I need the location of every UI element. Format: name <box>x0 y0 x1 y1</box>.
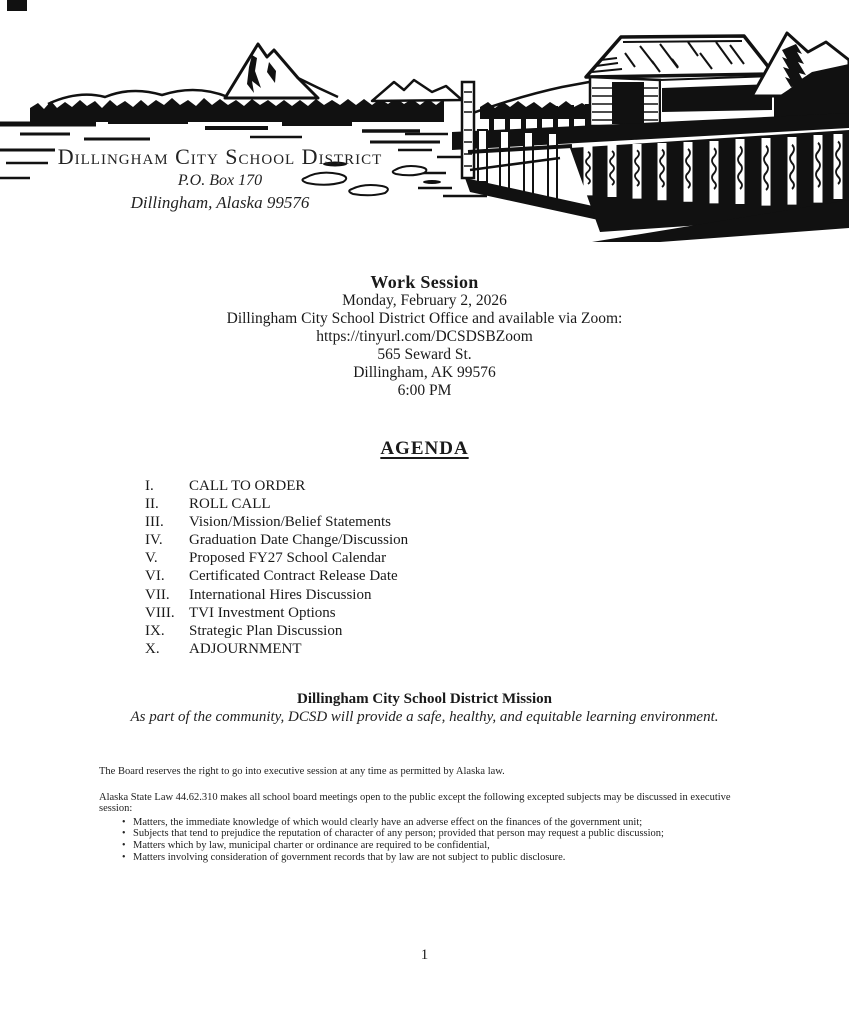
agenda-item-numeral: VII. <box>145 586 170 603</box>
agenda-item-label: Certificated Contract Release Date <box>189 568 398 585</box>
agenda-item-label: Vision/Mission/Belief Statements <box>189 514 392 531</box>
letterhead <box>0 0 849 242</box>
zoom-link[interactable]: https://tinyurl.com/DCSDSBZoom <box>316 328 533 345</box>
agenda-item <box>145 513 408 531</box>
agenda-item-label: Strategic Plan Discussion <box>189 622 343 639</box>
law-intro: Alaska State Law 44.62.310 makes all school board meetings open to the public except the following excepted subjects may be discussed in executive session: <box>99 791 731 814</box>
meeting-city-state: Dillingham, AK 99576 <box>353 364 496 381</box>
agenda-item-numeral: IX. <box>145 622 165 639</box>
agenda-item <box>145 531 408 549</box>
agenda-item <box>145 586 408 604</box>
bullet-icon: • <box>122 828 126 840</box>
agenda-item-numeral: VI. <box>145 568 165 585</box>
legal-bullet-text: Matters, the immediate knowledge of which would clearly have an adverse effect on the finances of the government unit; <box>133 816 643 828</box>
legal-bullet-text: Matters involving consideration of government records that by law are not subject to public disclosure. <box>133 851 566 863</box>
meeting-title: Work Session <box>370 272 479 292</box>
agenda-item <box>145 477 408 495</box>
agenda-item <box>145 567 408 585</box>
mission-statement: As part of the community, DCSD will provide a safe, healthy, and equitable learning environment. <box>130 709 719 725</box>
agenda-item-numeral: IV. <box>145 532 163 549</box>
mission-block <box>0 690 849 726</box>
agenda-item <box>145 495 408 513</box>
legal-bullet-item <box>99 828 744 840</box>
page-number: 1 <box>420 947 429 963</box>
mission-heading: Dillingham City School District Mission <box>296 691 552 707</box>
legal-notes <box>99 766 744 864</box>
agenda-item <box>145 604 408 622</box>
executive-session-note: The Board reserves the right to go into executive session at any time as permitted by Alaska law. <box>99 766 505 777</box>
legal-bullet-item <box>99 817 744 829</box>
legal-bullet-item <box>99 852 744 864</box>
agenda-item-numeral: VIII. <box>145 604 175 621</box>
agenda-item <box>145 640 408 658</box>
legal-bullet-list <box>99 817 744 864</box>
agenda-item-label: Graduation Date Change/Discussion <box>189 532 409 549</box>
agenda-item-numeral: V. <box>145 550 158 567</box>
bullet-icon: • <box>122 840 126 852</box>
legal-bullet-text: Subjects that tend to prejudice the reputation of character of any person; provided that person may request a public discussion; <box>133 828 664 840</box>
agenda-list <box>145 477 408 658</box>
agenda-item-label: Proposed FY27 School Calendar <box>189 550 387 567</box>
district-name: Dillingham City School District <box>57 144 383 169</box>
meeting-date: Monday, February 2, 2026 <box>342 292 507 309</box>
agenda-item-label: ADJOURNMENT <box>189 640 302 657</box>
meeting-street: 565 Seward St. <box>377 346 472 363</box>
meeting-info-block <box>0 272 849 400</box>
bullet-icon: • <box>122 816 126 828</box>
agenda-item-numeral: I. <box>145 478 154 494</box>
agenda-item-numeral: III. <box>145 514 164 531</box>
meeting-location: Dillingham City School District Office and available via Zoom: <box>226 310 623 327</box>
legal-bullet-text: Matters which by law, municipal charter or ordinance are required to be confidential, <box>133 840 490 852</box>
city-state-line: Dillingham, Alaska 99576 <box>130 192 310 212</box>
letterhead-text-block <box>0 144 440 212</box>
bullet-icon: • <box>122 851 126 863</box>
agenda-item-numeral: II. <box>145 496 159 513</box>
agenda-item-label: TVI Investment Options <box>189 604 336 621</box>
agenda-item-label: CALL TO ORDER <box>189 478 306 494</box>
agenda-item-numeral: X. <box>145 640 160 657</box>
agenda-item <box>145 549 408 567</box>
agenda-item-label: International Hires Discussion <box>189 586 372 603</box>
meeting-time: 6:00 PM <box>397 382 452 399</box>
po-box-line: P.O. Box 170 <box>177 172 263 190</box>
legal-bullet-item <box>99 840 744 852</box>
agenda-heading: AGENDA <box>380 438 469 459</box>
agenda-item <box>145 622 408 640</box>
agenda-item-label: ROLL CALL <box>189 496 271 513</box>
